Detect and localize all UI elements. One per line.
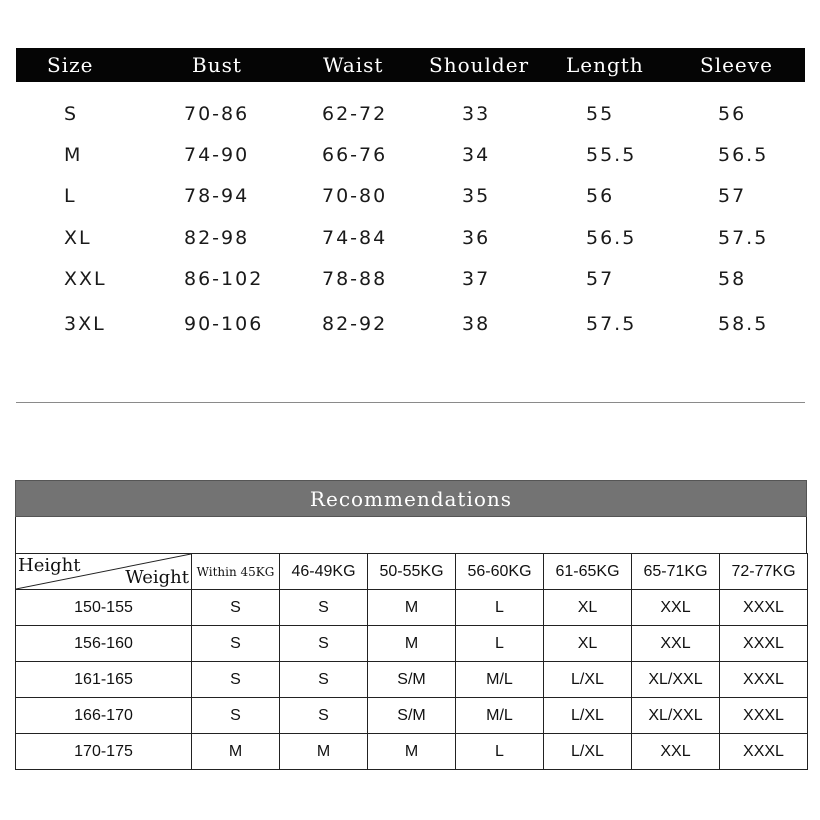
- size-cell: L/XL: [544, 698, 632, 734]
- size-cell: L/XL: [544, 734, 632, 770]
- corner-height-label: Height: [18, 555, 81, 576]
- table-row: [16, 662, 808, 698]
- size-cell: XXXL: [720, 590, 808, 626]
- size-cell: L: [456, 590, 544, 626]
- size-cell: S/M: [368, 698, 456, 734]
- weight-column-header: 56-60KG: [456, 554, 544, 590]
- size-cell: M/L: [456, 698, 544, 734]
- height-cell: 166-170: [16, 698, 192, 734]
- header-length: Length: [566, 53, 644, 77]
- shoulder-cell: 35: [462, 185, 491, 207]
- length-cell: 56.5: [586, 227, 637, 249]
- weight-column-header: Within 45KG: [192, 554, 280, 590]
- sleeve-cell: 57: [718, 185, 747, 207]
- shoulder-cell: 37: [462, 268, 491, 290]
- header-bust: Bust: [192, 53, 242, 77]
- shoulder-cell: 38: [462, 313, 491, 335]
- weight-column-header: 72-77KG: [720, 554, 808, 590]
- sleeve-cell: 56: [718, 103, 747, 125]
- weight-column-header: 46-49KG: [280, 554, 368, 590]
- size-cell: S: [280, 698, 368, 734]
- size-cell: XXXL: [720, 626, 808, 662]
- size-cell: L: [456, 734, 544, 770]
- size-cell: XL/XXL: [632, 698, 720, 734]
- waist-cell: 74-84: [322, 227, 388, 249]
- size-cell: XXL: [632, 590, 720, 626]
- size-cell: S: [280, 662, 368, 698]
- height-weight-corner: [16, 554, 192, 590]
- size-cell: M: [368, 590, 456, 626]
- bust-cell: 74-90: [184, 144, 250, 166]
- sleeve-cell: 58.5: [718, 313, 769, 335]
- table-row: [16, 734, 808, 770]
- waist-cell: 82-92: [322, 313, 388, 335]
- size-cell: XXXL: [720, 698, 808, 734]
- sleeve-cell: 56.5: [718, 144, 769, 166]
- table-row: [16, 626, 808, 662]
- header-size: Size: [47, 53, 94, 77]
- size-cell: XXL: [632, 626, 720, 662]
- sleeve-cell: 57.5: [718, 227, 769, 249]
- bust-cell: 70-86: [184, 103, 250, 125]
- shoulder-cell: 33: [462, 103, 491, 125]
- size-chart-header: [16, 48, 805, 82]
- section-divider: [16, 402, 805, 403]
- recommendations-table: [15, 553, 808, 770]
- size-cell: L: [64, 185, 77, 207]
- bust-cell: 82-98: [184, 227, 250, 249]
- size-cell: S: [280, 590, 368, 626]
- size-cell: M: [368, 734, 456, 770]
- size-cell: XL: [544, 626, 632, 662]
- height-cell: 161-165: [16, 662, 192, 698]
- waist-cell: 78-88: [322, 268, 388, 290]
- size-cell: S: [192, 698, 280, 734]
- size-cell: XXXL: [720, 734, 808, 770]
- length-cell: 57.5: [586, 313, 637, 335]
- bust-cell: 86-102: [184, 268, 264, 290]
- size-cell: S: [192, 626, 280, 662]
- length-cell: 56: [586, 185, 615, 207]
- size-cell: 3XL: [64, 313, 106, 335]
- table-row: [16, 590, 808, 626]
- waist-cell: 62-72: [322, 103, 388, 125]
- length-cell: 55.5: [586, 144, 637, 166]
- header-waist: Waist: [323, 53, 384, 77]
- table-row: [16, 698, 808, 734]
- weight-column-header: 61-65KG: [544, 554, 632, 590]
- sleeve-cell: 58: [718, 268, 747, 290]
- size-cell: XXXL: [720, 662, 808, 698]
- waist-cell: 70-80: [322, 185, 388, 207]
- size-cell: XXL: [64, 268, 107, 290]
- bust-cell: 78-94: [184, 185, 250, 207]
- size-cell: S: [192, 590, 280, 626]
- size-cell: L: [456, 626, 544, 662]
- size-cell: S: [192, 662, 280, 698]
- size-cell: M: [64, 144, 83, 166]
- weight-header-row: [16, 554, 808, 590]
- size-cell: S/M: [368, 662, 456, 698]
- size-cell: M/L: [456, 662, 544, 698]
- size-cell: XL: [544, 590, 632, 626]
- height-cell: 170-175: [16, 734, 192, 770]
- waist-cell: 66-76: [322, 144, 388, 166]
- size-cell: XL/XXL: [632, 662, 720, 698]
- size-cell: M: [368, 626, 456, 662]
- recommendations-title: Recommendations: [15, 480, 807, 517]
- recommendations-spacer: [15, 517, 807, 554]
- weight-column-header: 50-55KG: [368, 554, 456, 590]
- size-cell: M: [192, 734, 280, 770]
- size-cell: M: [280, 734, 368, 770]
- size-cell: XL: [64, 227, 92, 249]
- height-cell: 156-160: [16, 626, 192, 662]
- size-cell: XXL: [632, 734, 720, 770]
- header-sleeve: Sleeve: [700, 53, 773, 77]
- length-cell: 55: [586, 103, 615, 125]
- header-shoulder: Shoulder: [429, 53, 530, 77]
- bust-cell: 90-106: [184, 313, 264, 335]
- shoulder-cell: 34: [462, 144, 491, 166]
- length-cell: 57: [586, 268, 615, 290]
- shoulder-cell: 36: [462, 227, 491, 249]
- size-cell: S: [64, 103, 79, 125]
- weight-column-header: 65-71KG: [632, 554, 720, 590]
- height-cell: 150-155: [16, 590, 192, 626]
- corner-weight-label: Weight: [125, 567, 189, 588]
- size-cell: S: [280, 626, 368, 662]
- size-cell: L/XL: [544, 662, 632, 698]
